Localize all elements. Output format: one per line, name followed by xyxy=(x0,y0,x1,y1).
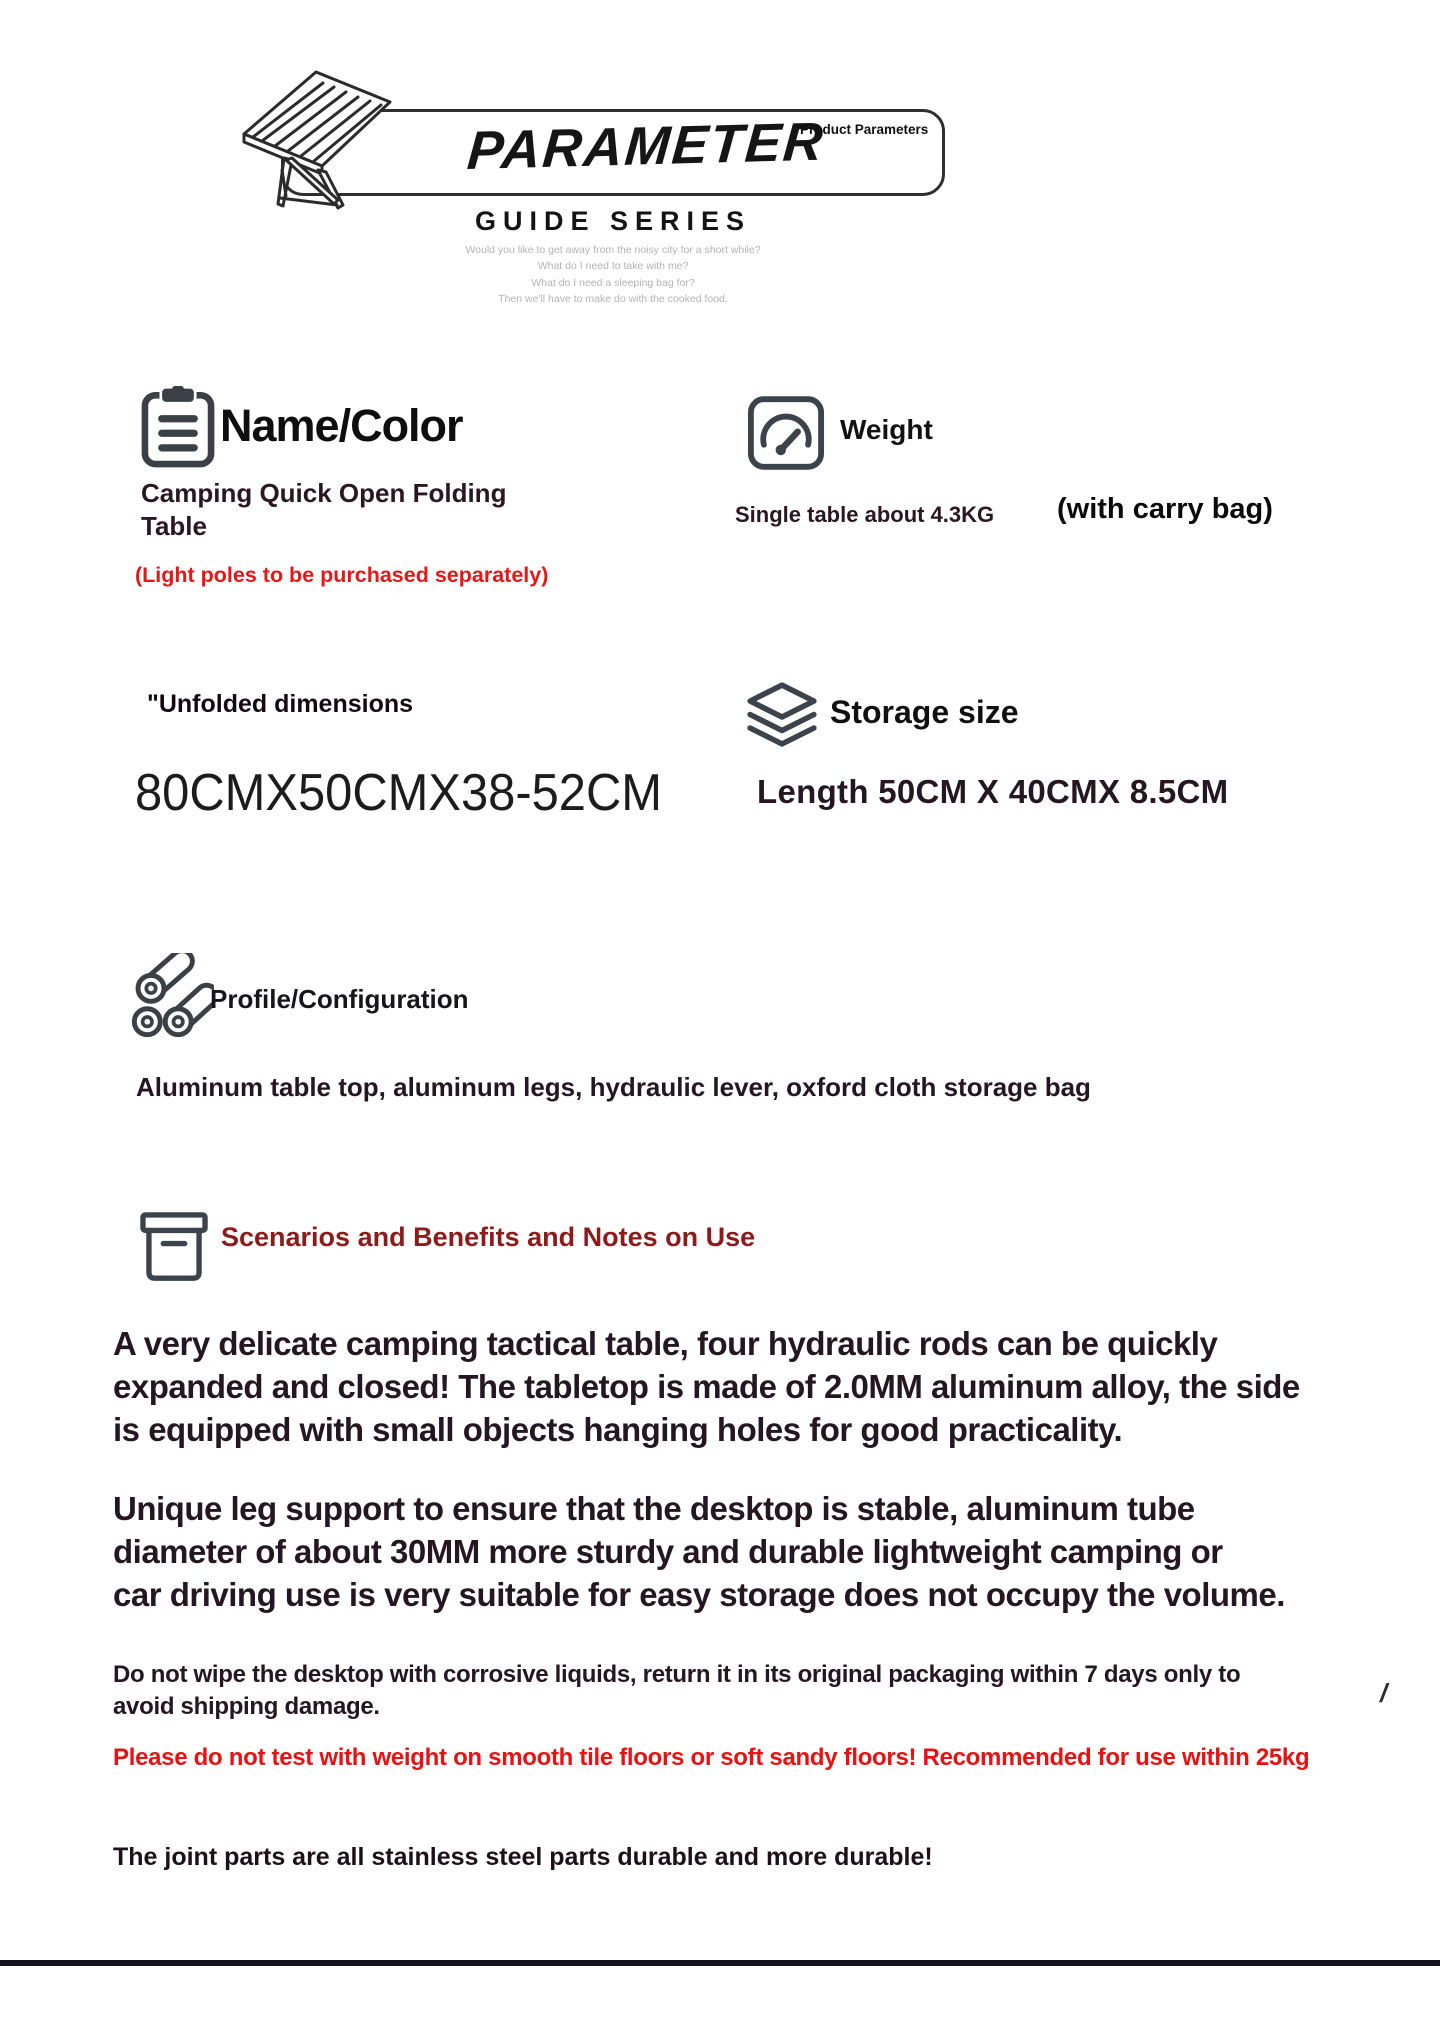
clipboard-icon xyxy=(138,386,218,468)
paragraph-line: car driving use is very suitable for easy storage does not occupy the volume. xyxy=(113,1576,1285,1613)
scenarios-title: Scenarios and Benefits and Notes on Use xyxy=(221,1222,756,1252)
paragraph-line: avoid shipping damage. xyxy=(113,1693,380,1720)
paragraph-line: expanded and closed! The tabletop is made of 2.0MM aluminum alloy, the side xyxy=(113,1368,1300,1405)
paragraph-features xyxy=(113,1322,1300,1451)
paragraph-line: is equipped with small objects hanging holes for good practicality. xyxy=(113,1411,1123,1448)
brand-subtitle: Product Parameters xyxy=(800,122,929,137)
tagline-line: What do I need a sleeping bag for? xyxy=(531,276,695,289)
stray-slash-mark: / xyxy=(1380,1678,1388,1708)
unfolded-dimensions-value: 80CMX50CMX38-52CM xyxy=(135,764,663,822)
tagline-line: Then we'll have to make do with the cooked food. xyxy=(498,292,728,305)
layers-icon xyxy=(744,681,820,753)
profile-configuration-value: Aluminum table top, aluminum legs, hydraulic lever, oxford cloth storage bag xyxy=(136,1072,1091,1102)
gauge-icon xyxy=(747,395,825,471)
weight-warning-text: Please do not test with weight on smooth tile floors or soft sandy floors! Recommended for use within 25kg xyxy=(113,1744,1310,1771)
light-pole-note: (Light poles to be purchased separately) xyxy=(135,563,549,587)
unfolded-dimensions-title: "Unfolded dimensions xyxy=(147,690,414,718)
tagline-block xyxy=(281,242,945,307)
series-title: GUIDE SERIES xyxy=(474,206,752,236)
paragraph-care xyxy=(113,1659,1240,1723)
paragraph-joints: The joint parts are all stainless steel parts durable and more durable! xyxy=(113,1843,933,1871)
tagline-line: What do I need to take with me? xyxy=(537,260,689,273)
paragraph-line: A very delicate camping tactical table, four hydraulic rods can be quickly xyxy=(113,1325,1218,1362)
name-color-title: Name/Color xyxy=(220,400,463,451)
weight-extra: (with carry bag) xyxy=(1057,493,1273,525)
storage-size-value: Length 50CM X 40CMX 8.5CM xyxy=(757,773,1229,810)
paragraph-line: Do not wipe the desktop with corrosive liquids, return it in its original packaging within 7 days only to xyxy=(113,1661,1241,1688)
tagline-line: Would you like to get away from the noisy city for a short while? xyxy=(465,244,761,256)
bottom-divider-bar xyxy=(0,1960,1440,1966)
weight-title: Weight xyxy=(840,414,933,445)
product-name: Camping Quick Open Folding Table xyxy=(141,478,507,541)
storage-box-icon xyxy=(139,1209,209,1283)
folding-table-illustration xyxy=(222,46,406,212)
profile-configuration-title: Profile/Configuration xyxy=(210,984,469,1014)
paragraph-line: diameter of about 30MM more sturdy and durable lightweight camping or xyxy=(113,1533,1223,1570)
brand-title: PARAMETER xyxy=(465,111,827,181)
logs-icon xyxy=(130,953,214,1041)
paragraph-legs xyxy=(113,1487,1285,1616)
storage-size-title: Storage size xyxy=(830,694,1019,730)
weight-value: Single table about 4.3KG xyxy=(735,502,995,527)
paragraph-line: Unique leg support to ensure that the desktop is stable, aluminum tube xyxy=(113,1490,1195,1527)
